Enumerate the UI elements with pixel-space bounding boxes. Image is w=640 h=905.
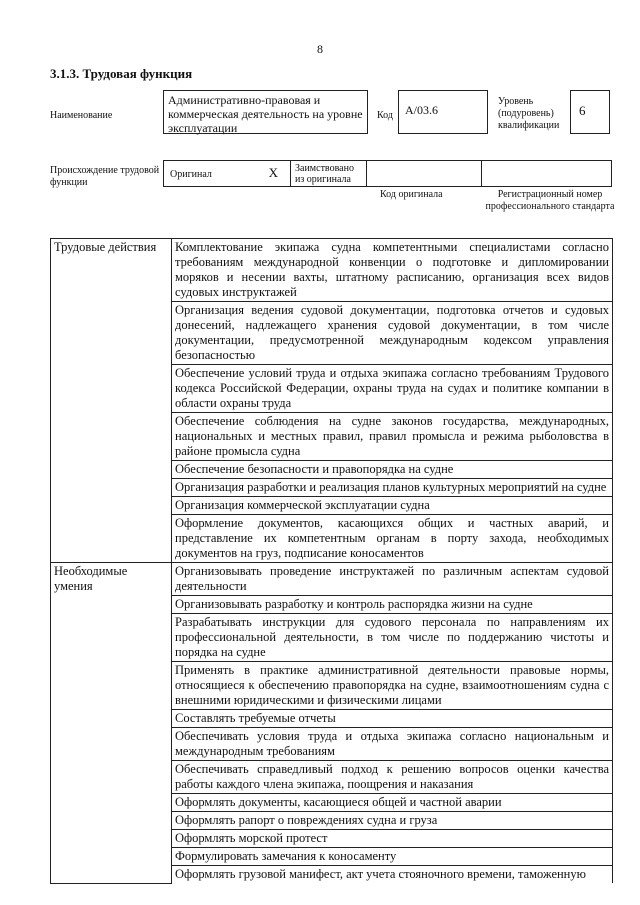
item-cell: Составлять требуемые отчеты [172, 710, 613, 728]
table-row [51, 239, 613, 302]
item-cell: Оформлять грузовой манифест, акт учета стояночного времени, таможенную [172, 866, 613, 884]
section-title: 3.1.3. Трудовая функция [50, 66, 193, 81]
category-cell: Необходимые умения [51, 563, 172, 884]
origin-reg-cell [482, 161, 611, 186]
item-cell: Обеспечивать условия труда и отдыха экипажа согласно национальным и международным требованиям [172, 728, 613, 761]
item-cell: Формулировать замечания к коносаменту [172, 848, 613, 866]
item-cell: Оформлять морской протест [172, 830, 613, 848]
item-cell: Комплектование экипажа судна компетентными специалистами согласно требованиям международной конвенции о подготовке и дипломировании моряков и несении вахты, штатному расписанию, организация всех видов судовых инструктажей [172, 239, 613, 302]
item-cell: Разрабатывать инструкции для судового персонала по направлениям их профессиональной деятельности, в том числе по поддержанию чистоты и порядка на судне [172, 614, 613, 662]
origin-box [163, 160, 612, 187]
item-cell: Оформлять рапорт о повреждениях судна и груза [172, 812, 613, 830]
labor-function-table [50, 238, 613, 884]
page-number: 8 [317, 42, 323, 56]
origin-original-mark: X [268, 165, 278, 180]
qualification-level: 6 [570, 90, 610, 134]
item-cell: Организовывать проведение инструктажей по различным аспектам судовой деятельности [172, 563, 613, 596]
item-cell: Обеспечение безопасности и правопорядка на судне [172, 461, 613, 479]
table-body [51, 239, 613, 884]
level-label: Уровень (подуровень) квалификации [498, 96, 560, 131]
origin-original-cell [164, 161, 291, 186]
item-cell: Обеспечение условий труда и отдыха экипажа согласно требованиям Трудового кодекса Российской Федерации, охраны труда на судах и политике компании в области охраны труда [172, 365, 613, 413]
origin-code-cell [367, 161, 482, 186]
item-cell: Обеспечивать справедливый подход к решению вопросов оценки качества работы каждого члена экипажа, поощрения и наказания [172, 761, 613, 794]
item-cell: Организация коммерческой эксплуатации судна [172, 497, 613, 515]
function-name: Административно-правовая и коммерческая деятельность на уровне эксплуатации [163, 90, 368, 134]
item-cell: Обеспечение соблюдения на судне законов государства, международных, национальных и местных правил, правил промысла и режима рыболовства в районе промысла судна [172, 413, 613, 461]
item-cell: Применять в практике административной деятельности правовые нормы, относящиеся к обеспечению правопорядка на судне, взаимоотношениям судна с внешними юридическими и физическими лицами [172, 662, 613, 710]
function-code: А/03.6 [398, 90, 488, 134]
item-cell: Организовывать разработку и контроль распорядка жизни на судне [172, 596, 613, 614]
registration-number-caption: Регистрационный номер профессионального стандарта [485, 189, 615, 212]
origin-original-label: Оригинал [170, 169, 212, 180]
item-cell: Оформлять документы, касающиеся общей и частной аварии [172, 794, 613, 812]
item-cell: Организация разработки и реализация планов культурных мероприятий на судне [172, 479, 613, 497]
name-label: Наименование [50, 110, 113, 121]
category-cell: Трудовые действия [51, 239, 172, 563]
table-row [51, 563, 613, 596]
origin-label: Происхождение трудовой функции [50, 165, 160, 188]
original-code-caption: Код оригинала [380, 189, 443, 200]
origin-borrowed-cell: Заимствовано из оригинала [291, 161, 367, 186]
item-cell: Организация ведения судовой документации, подготовка отчетов и судовых донесений, надлежащего хранения судовой документации, в том числе документации, предусмотренной международным кодексом управления безопасностью [172, 302, 613, 365]
code-label: Код [377, 110, 393, 121]
item-cell: Оформление документов, касающихся общих и частных аварий, и представление их компетентным органам в порту захода, необходимых документов на груз, подписание коносаментов [172, 515, 613, 563]
